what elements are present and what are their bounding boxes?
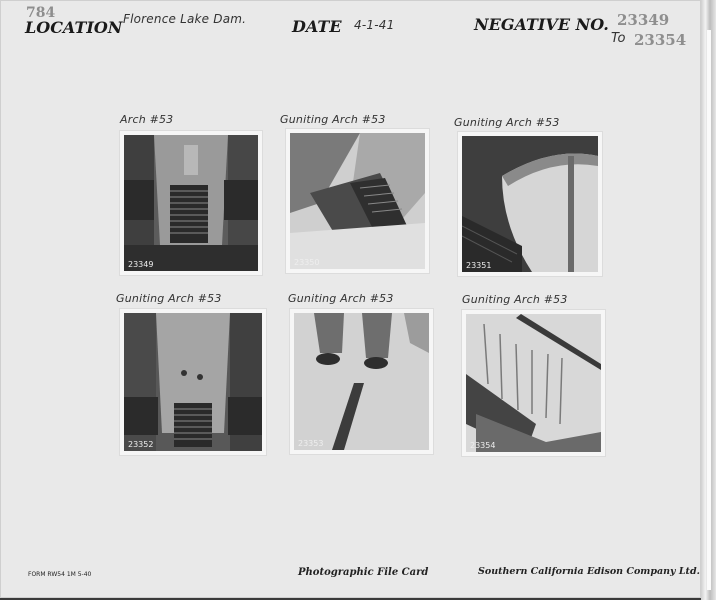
negative-number: 23351	[466, 261, 492, 270]
negative-number: 23350	[294, 258, 320, 267]
negative-to-word: To	[611, 31, 626, 46]
date-label: DATE	[292, 17, 342, 36]
photo-23352	[120, 309, 266, 455]
negative-number: 23349	[128, 260, 154, 269]
negative-number: 23352	[128, 440, 154, 449]
photo-23349	[120, 131, 262, 275]
location-value: Florence Lake Dam.	[123, 12, 247, 26]
photo-caption: Arch #53	[120, 113, 174, 126]
photo-image	[124, 135, 258, 271]
photo-23351	[458, 132, 602, 276]
photo-image	[466, 314, 601, 452]
location-label: LOCATION	[25, 18, 123, 37]
photo-23354	[462, 310, 605, 456]
negative-number: 23353	[298, 439, 324, 448]
photo-image	[124, 313, 262, 451]
photo-23353	[290, 309, 433, 454]
photo-caption: Guniting Arch #53	[116, 292, 222, 305]
photo-image	[290, 133, 425, 269]
date-value: 4-1-41	[354, 18, 395, 32]
photo-caption: Guniting Arch #53	[462, 293, 568, 306]
photo-caption: Guniting Arch #53	[280, 113, 386, 126]
negative-to: 23354	[634, 31, 687, 49]
negative-from: 23349	[617, 11, 670, 29]
card-edge	[701, 0, 716, 600]
company-name: Southern California Edison Company Ltd.	[478, 566, 700, 577]
photo-image	[462, 136, 598, 272]
negative-label: NEGATIVE NO.	[474, 15, 609, 34]
form-number: FORM RW54 1M 5-40	[28, 571, 92, 578]
photo-image	[294, 313, 429, 450]
photo-caption: Guniting Arch #53	[288, 292, 394, 305]
card-title: Photographic File Card	[298, 567, 429, 578]
photo-23350	[286, 129, 429, 273]
photo-caption: Guniting Arch #53	[454, 116, 560, 129]
negative-number: 23354	[470, 441, 496, 450]
file-number: 784	[26, 5, 56, 21]
